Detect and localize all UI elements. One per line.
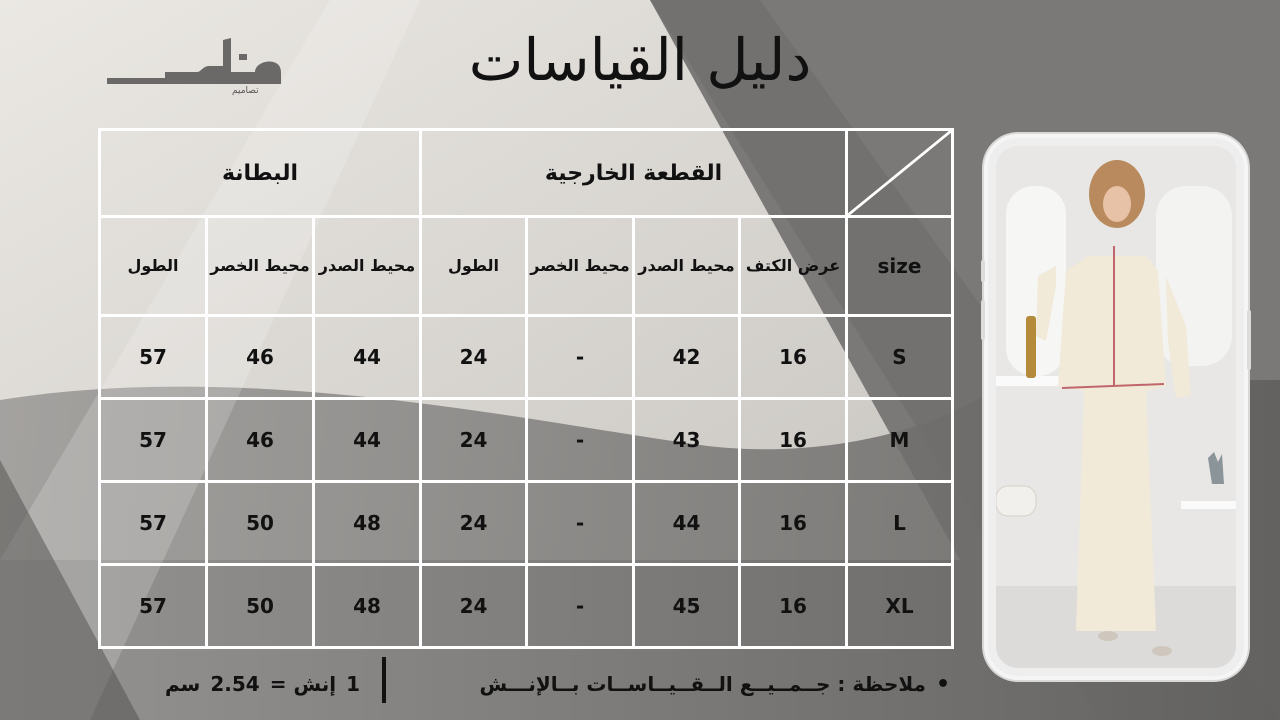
size-cell: XL [847,565,953,648]
outer-shoulder-cell: 16 [740,482,847,565]
lining-waist-header: محيط الخصر [207,217,314,316]
lining-length-cell: 57 [100,565,207,648]
lining-header: البطانة [100,130,421,217]
lining-chest-cell: 44 [314,399,421,482]
table-row [100,482,953,565]
outer-chest-header: محيط الصدر [634,217,740,316]
outer-shoulder-header: عرض الكتف [740,217,847,316]
outer-chest-cell: 43 [634,399,740,482]
table-row [100,399,953,482]
size-column-header: size [847,217,953,316]
size-cell: M [847,399,953,482]
phone-side-button [981,260,985,282]
lining-length-cell: 57 [100,316,207,399]
outer-shoulder-cell: 16 [740,399,847,482]
bullet-icon: • [935,671,950,697]
outer-shoulder-cell: 16 [740,316,847,399]
lining-waist-cell: 50 [207,482,314,565]
table-row [100,316,953,399]
size-cell: S [847,316,953,399]
lining-chest-cell: 48 [314,565,421,648]
footer-divider [382,657,386,703]
lining-chest-cell: 48 [314,482,421,565]
lining-length-cell: 57 [100,482,207,565]
outer-waist-header: محيط الخصر [527,217,634,316]
outer-length-cell: 24 [421,399,527,482]
conversion-one: 1 [346,672,360,696]
outer-waist-cell: - [527,316,634,399]
unit-conversion [120,664,360,704]
outer-piece-header: القطعة الخارجية [421,130,847,217]
conversion-inch: إنش = [269,672,337,696]
footer-note [410,664,950,704]
lining-waist-cell: 46 [207,399,314,482]
phone-side-button [981,300,985,340]
outer-waist-cell: - [527,482,634,565]
lining-chest-cell: 44 [314,316,421,399]
outer-chest-cell: 42 [634,316,740,399]
note-text: ملاحظة : جــمــيــع الــقــيــاســات بــالإنـــش [479,672,926,696]
lining-waist-cell: 46 [207,316,314,399]
size-table [98,128,954,649]
outer-chest-cell: 44 [634,482,740,565]
logo-subtitle: تصاميم [232,86,259,96]
lining-length-cell: 57 [100,399,207,482]
lining-waist-cell: 50 [207,565,314,648]
outer-length-cell: 24 [421,565,527,648]
size-cell: L [847,482,953,565]
table-corner-cell [847,130,953,217]
conversion-value: 2.54 [210,672,260,696]
outer-length-cell: 24 [421,482,527,565]
lining-length-header: الطول [100,217,207,316]
outer-length-cell: 24 [421,316,527,399]
phone-side-button [1247,310,1251,370]
phone-frame [984,134,1248,680]
lining-chest-header: محيط الصدر [314,217,421,316]
outer-length-header: الطول [421,217,527,316]
table-row [100,565,953,648]
outer-shoulder-cell: 16 [740,565,847,648]
conversion-unit: سم [165,672,201,696]
outer-chest-cell: 45 [634,565,740,648]
outer-waist-cell: - [527,565,634,648]
product-photo [996,146,1236,668]
outer-waist-cell: - [527,399,634,482]
page-title: دليل القياسات [468,26,812,94]
